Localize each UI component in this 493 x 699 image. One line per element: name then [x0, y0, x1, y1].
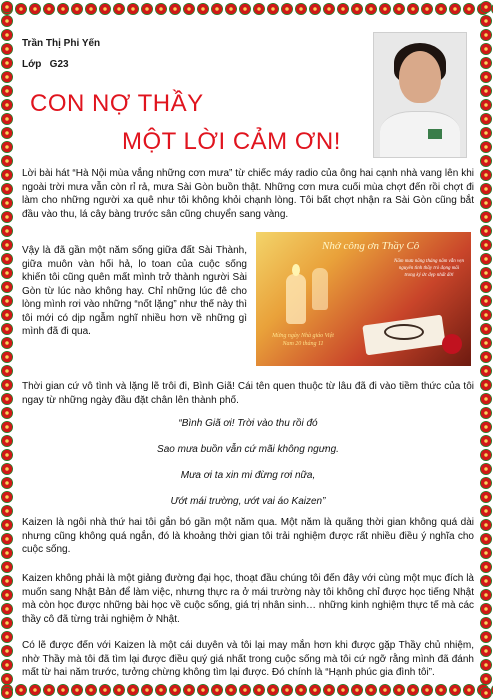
- poinsettia-flower-icon: [480, 603, 492, 615]
- poinsettia-flower-icon: [480, 547, 492, 559]
- poinsettia-flower-icon: [1, 43, 13, 55]
- poinsettia-flower-icon: [480, 281, 492, 293]
- poinsettia-flower-icon: [480, 477, 492, 489]
- lamp-shape-2: [312, 268, 328, 310]
- teachers-day-card-image: [256, 232, 471, 366]
- poinsettia-flower-icon: [480, 57, 492, 69]
- poinsettia-flower-icon: [113, 3, 125, 15]
- poem-line: Sao mưa buồn vẫn cứ mãi không ngưng.: [157, 444, 339, 455]
- portrait-face: [399, 51, 441, 103]
- title-line-2: MỘT LỜI CẢM ƠN!: [122, 128, 341, 155]
- poinsettia-flower-icon: [480, 407, 492, 419]
- card-title: Nhớ công ơn Thầy Cô: [322, 240, 420, 252]
- poinsettia-flower-icon: [1, 1, 13, 13]
- poinsettia-flower-icon: [1, 561, 13, 573]
- poinsettia-flower-icon: [225, 3, 237, 15]
- poinsettia-flower-icon: [1, 15, 13, 27]
- poinsettia-flower-icon: [71, 3, 83, 15]
- poinsettia-flower-icon: [1, 645, 13, 657]
- poinsettia-flower-icon: [127, 3, 139, 15]
- poinsettia-flower-icon: [1, 505, 13, 517]
- class-value: G23: [49, 59, 69, 70]
- flower-border-top: [0, 0, 493, 18]
- poinsettia-flower-icon: [323, 684, 335, 696]
- poinsettia-flower-icon: [1, 617, 13, 629]
- poinsettia-flower-icon: [379, 684, 391, 696]
- poinsettia-flower-icon: [1, 337, 13, 349]
- paragraph-3: Thời gian cứ vô tình và lặng lẽ trôi đi, Bình Giã! Cái tên quen thuộc từ lâu đã đi vào tiềm thức của tôi ngay từ những ngày đầu đặt chân lên thành phố.: [22, 381, 474, 406]
- poinsettia-flower-icon: [407, 684, 419, 696]
- card-caption: Mừng ngày Nhà giáo Việt Nam 20 tháng 11: [272, 333, 334, 347]
- poem-line: Mưa ơi ta xin mi đừng rơi nữa,: [180, 470, 316, 481]
- poinsettia-flower-icon: [309, 3, 321, 15]
- poinsettia-flower-icon: [449, 684, 461, 696]
- poinsettia-flower-icon: [1, 309, 13, 321]
- author-name: Trần Thị Phi Yến: [22, 38, 101, 49]
- glasses-shape: [384, 324, 424, 340]
- poinsettia-flower-icon: [1, 281, 13, 293]
- poinsettia-flower-icon: [281, 3, 293, 15]
- poinsettia-flower-icon: [480, 309, 492, 321]
- poinsettia-flower-icon: [463, 3, 475, 15]
- poinsettia-flower-icon: [1, 687, 13, 699]
- poinsettia-flower-icon: [1, 85, 13, 97]
- title-line-1: CON NỢ THẦY: [30, 90, 204, 117]
- poinsettia-flower-icon: [239, 684, 251, 696]
- poinsettia-flower-icon: [225, 684, 237, 696]
- poinsettia-flower-icon: [169, 3, 181, 15]
- poinsettia-flower-icon: [1, 323, 13, 335]
- poinsettia-flower-icon: [480, 155, 492, 167]
- rose-shape: [442, 334, 462, 354]
- poinsettia-flower-icon: [1, 99, 13, 111]
- poinsettia-flower-icon: [480, 491, 492, 503]
- poinsettia-flower-icon: [309, 684, 321, 696]
- poinsettia-flower-icon: [480, 351, 492, 363]
- poinsettia-flower-icon: [480, 645, 492, 657]
- poinsettia-flower-icon: [15, 3, 27, 15]
- poinsettia-flower-icon: [480, 141, 492, 153]
- poinsettia-flower-icon: [183, 684, 195, 696]
- poinsettia-flower-icon: [1, 71, 13, 83]
- poinsettia-flower-icon: [337, 684, 349, 696]
- poinsettia-flower-icon: [480, 183, 492, 195]
- paragraph-2: Vậy là đã gần một năm sống giữa đất Sài Thành, giữa muôn vàn hối hả, lo toan của cuộc sống khiến tôi cũng quên mất mình trở thành người Sài Gòn từ lúc nào không hay. Chỉ những lúc đê cho lòng mình rơi vào những “nốt lặng” như thế này thì tôi mới có dịp ngẫm nghĩ nhiều hơn về những gì mình đã đi qua.: [22, 245, 247, 337]
- poinsettia-flower-icon: [211, 3, 223, 15]
- poinsettia-flower-icon: [480, 463, 492, 475]
- portrait-shirt: [380, 111, 460, 158]
- poinsettia-flower-icon: [435, 684, 447, 696]
- poinsettia-flower-icon: [365, 3, 377, 15]
- poinsettia-flower-icon: [337, 3, 349, 15]
- poinsettia-flower-icon: [480, 589, 492, 601]
- poinsettia-flower-icon: [1, 435, 13, 447]
- poem-line: Ướt mái trường, ướt vai áo Kaizen”: [170, 496, 326, 507]
- poinsettia-flower-icon: [295, 3, 307, 15]
- poinsettia-flower-icon: [480, 519, 492, 531]
- poinsettia-flower-icon: [197, 684, 209, 696]
- poinsettia-flower-icon: [85, 3, 97, 15]
- flower-border-left: [0, 0, 14, 699]
- poinsettia-flower-icon: [1, 351, 13, 363]
- lamp-shape: [286, 274, 306, 324]
- poinsettia-flower-icon: [1, 463, 13, 475]
- poinsettia-flower-icon: [127, 684, 139, 696]
- poinsettia-flower-icon: [1, 197, 13, 209]
- paragraph-6: Có lẽ được đến với Kaizen là một cái duyên và tôi lại may mắn hơn khi được gặp Thầy chủ nhiệm, nhờ Thầy mà tôi đã tìm lại được điều quý giá nhất trong cuộc sống mà tôi cứ ngỡ rằng mình đã đánh mất từ hai năm trước, tưởng chừng không tìm lại được. Đó chính là “Hạnh phúc gia đình tôi”.: [22, 640, 474, 678]
- poinsettia-flower-icon: [1, 29, 13, 41]
- poinsettia-flower-icon: [1, 631, 13, 643]
- poinsettia-flower-icon: [480, 267, 492, 279]
- poinsettia-flower-icon: [421, 3, 433, 15]
- poinsettia-flower-icon: [57, 684, 69, 696]
- poinsettia-flower-icon: [1, 589, 13, 601]
- poinsettia-flower-icon: [480, 687, 492, 699]
- poinsettia-flower-icon: [1, 533, 13, 545]
- poinsettia-flower-icon: [295, 684, 307, 696]
- poinsettia-flower-icon: [421, 684, 433, 696]
- flame-shape: [292, 264, 300, 276]
- poinsettia-flower-icon: [480, 239, 492, 251]
- poinsettia-flower-icon: [393, 684, 405, 696]
- poinsettia-flower-icon: [43, 684, 55, 696]
- poinsettia-flower-icon: [480, 169, 492, 181]
- poinsettia-flower-icon: [480, 533, 492, 545]
- poinsettia-flower-icon: [1, 547, 13, 559]
- poinsettia-flower-icon: [480, 393, 492, 405]
- poinsettia-flower-icon: [141, 684, 153, 696]
- poinsettia-flower-icon: [1, 253, 13, 265]
- poinsettia-flower-icon: [1, 407, 13, 419]
- poinsettia-flower-icon: [480, 211, 492, 223]
- poinsettia-flower-icon: [155, 684, 167, 696]
- class-line: [22, 59, 69, 70]
- poinsettia-flower-icon: [183, 3, 195, 15]
- poem-block: [22, 417, 474, 521]
- poinsettia-flower-icon: [480, 99, 492, 111]
- poinsettia-flower-icon: [113, 684, 125, 696]
- class-label: Lớp: [22, 59, 42, 70]
- poinsettia-flower-icon: [480, 561, 492, 573]
- poinsettia-flower-icon: [1, 673, 13, 685]
- poinsettia-flower-icon: [480, 85, 492, 97]
- poinsettia-flower-icon: [480, 575, 492, 587]
- poinsettia-flower-icon: [1, 225, 13, 237]
- poinsettia-flower-icon: [480, 631, 492, 643]
- poinsettia-flower-icon: [1, 491, 13, 503]
- poinsettia-flower-icon: [71, 684, 83, 696]
- poinsettia-flower-icon: [1, 477, 13, 489]
- poinsettia-flower-icon: [1, 393, 13, 405]
- poinsettia-flower-icon: [480, 449, 492, 461]
- poinsettia-flower-icon: [480, 71, 492, 83]
- poinsettia-flower-icon: [1, 127, 13, 139]
- poinsettia-flower-icon: [267, 684, 279, 696]
- poinsettia-flower-icon: [1, 113, 13, 125]
- flower-border-right: [479, 0, 493, 699]
- poinsettia-flower-icon: [211, 684, 223, 696]
- poinsettia-flower-icon: [449, 3, 461, 15]
- poinsettia-flower-icon: [480, 29, 492, 41]
- poinsettia-flower-icon: [480, 617, 492, 629]
- poinsettia-flower-icon: [57, 3, 69, 15]
- flower-border-bottom: [0, 681, 493, 699]
- poinsettia-flower-icon: [253, 684, 265, 696]
- poinsettia-flower-icon: [1, 603, 13, 615]
- paragraph-4: Kaizen là ngôi nhà thứ hai tôi gắn bó gần một năm qua. Một năm là quãng thời gian không quá dài nhưng cũng không quá ngắn, đó là khoảng thời gian tôi trải nghiệm được rất nhiều điều ý nghĩa cho cuộc sống.: [22, 517, 474, 555]
- poinsettia-flower-icon: [480, 365, 492, 377]
- poinsettia-flower-icon: [480, 225, 492, 237]
- poinsettia-flower-icon: [1, 519, 13, 531]
- poinsettia-flower-icon: [480, 43, 492, 55]
- poinsettia-flower-icon: [1, 155, 13, 167]
- poinsettia-flower-icon: [169, 684, 181, 696]
- poinsettia-flower-icon: [15, 684, 27, 696]
- poinsettia-flower-icon: [85, 684, 97, 696]
- poinsettia-flower-icon: [99, 3, 111, 15]
- poinsettia-flower-icon: [1, 141, 13, 153]
- card-poem: Nắm mưa nắng tháng năm vẫn vẹn nguyên tình thầy trò đọng mãi trong ký ức đẹp nhất đời: [394, 259, 464, 278]
- poinsettia-flower-icon: [1, 183, 13, 195]
- poinsettia-flower-icon: [141, 3, 153, 15]
- poinsettia-flower-icon: [197, 3, 209, 15]
- poinsettia-flower-icon: [480, 295, 492, 307]
- poinsettia-flower-icon: [43, 3, 55, 15]
- poinsettia-flower-icon: [480, 113, 492, 125]
- poinsettia-flower-icon: [480, 15, 492, 27]
- paragraph-5: Kaizen không phải là một giảng đường đại học, thoạt đầu chúng tôi đến đây với cùng một mục đích là muốn sang Nhật Bản để làm việc, nhưng thực ra ở mái trường này tôi không chỉ được học tiếng Nhật mà còn học được những bài học về cuộc sống, giá trị nhân sinh… những kinh nghiệm thực tế mà các thầy cô đã từng trải nghiệm ở Nhật.: [22, 573, 474, 625]
- poinsettia-flower-icon: [480, 435, 492, 447]
- poinsettia-flower-icon: [480, 379, 492, 391]
- paragraph-1: Lời bài hát “Hà Nội mùa vắng những cơn mưa” từ chiếc máy radio của ông hai cạnh nhà vang lên khi ngoài trời mưa vẫn còn rỉ rả, mưa Sài Gòn buồn thật. Những cơn mưa cuối mùa chợt đến rồi chợt đi làm cho những người xa quê như tôi không khỏi chạnh lòng. Tôi bất chợt nhận ra Sài Gòn cũng bắt đầu vào thu, lá cây bàng trước sân cũng chuyển sang vàng.: [22, 168, 474, 220]
- poinsettia-flower-icon: [480, 421, 492, 433]
- poinsettia-flower-icon: [1, 575, 13, 587]
- poinsettia-flower-icon: [351, 684, 363, 696]
- poinsettia-flower-icon: [281, 684, 293, 696]
- poinsettia-flower-icon: [480, 659, 492, 671]
- poinsettia-flower-icon: [365, 684, 377, 696]
- poinsettia-flower-icon: [323, 3, 335, 15]
- poinsettia-flower-icon: [480, 1, 492, 13]
- poinsettia-flower-icon: [1, 295, 13, 307]
- poinsettia-flower-icon: [407, 3, 419, 15]
- poinsettia-flower-icon: [29, 684, 41, 696]
- poinsettia-flower-icon: [480, 197, 492, 209]
- poinsettia-flower-icon: [1, 57, 13, 69]
- poinsettia-flower-icon: [1, 267, 13, 279]
- portrait-photo: [373, 32, 467, 158]
- poinsettia-flower-icon: [351, 3, 363, 15]
- poinsettia-flower-icon: [463, 684, 475, 696]
- poinsettia-flower-icon: [239, 3, 251, 15]
- poinsettia-flower-icon: [1, 239, 13, 251]
- poinsettia-flower-icon: [99, 684, 111, 696]
- poinsettia-flower-icon: [29, 3, 41, 15]
- portrait-badge: [428, 129, 442, 139]
- poinsettia-flower-icon: [1, 379, 13, 391]
- poinsettia-flower-icon: [1, 659, 13, 671]
- poinsettia-flower-icon: [1, 211, 13, 223]
- poinsettia-flower-icon: [1, 421, 13, 433]
- poinsettia-flower-icon: [1, 365, 13, 377]
- poinsettia-flower-icon: [1, 449, 13, 461]
- poinsettia-flower-icon: [155, 3, 167, 15]
- poinsettia-flower-icon: [480, 673, 492, 685]
- poinsettia-flower-icon: [480, 127, 492, 139]
- poinsettia-flower-icon: [253, 3, 265, 15]
- poinsettia-flower-icon: [1, 169, 13, 181]
- poinsettia-flower-icon: [480, 323, 492, 335]
- poem-line: “Bình Giã ơi! Trời vào thu rồi đó: [178, 418, 318, 429]
- poinsettia-flower-icon: [379, 3, 391, 15]
- poinsettia-flower-icon: [480, 337, 492, 349]
- poinsettia-flower-icon: [267, 3, 279, 15]
- poinsettia-flower-icon: [480, 253, 492, 265]
- poinsettia-flower-icon: [480, 505, 492, 517]
- poinsettia-flower-icon: [435, 3, 447, 15]
- poinsettia-flower-icon: [393, 3, 405, 15]
